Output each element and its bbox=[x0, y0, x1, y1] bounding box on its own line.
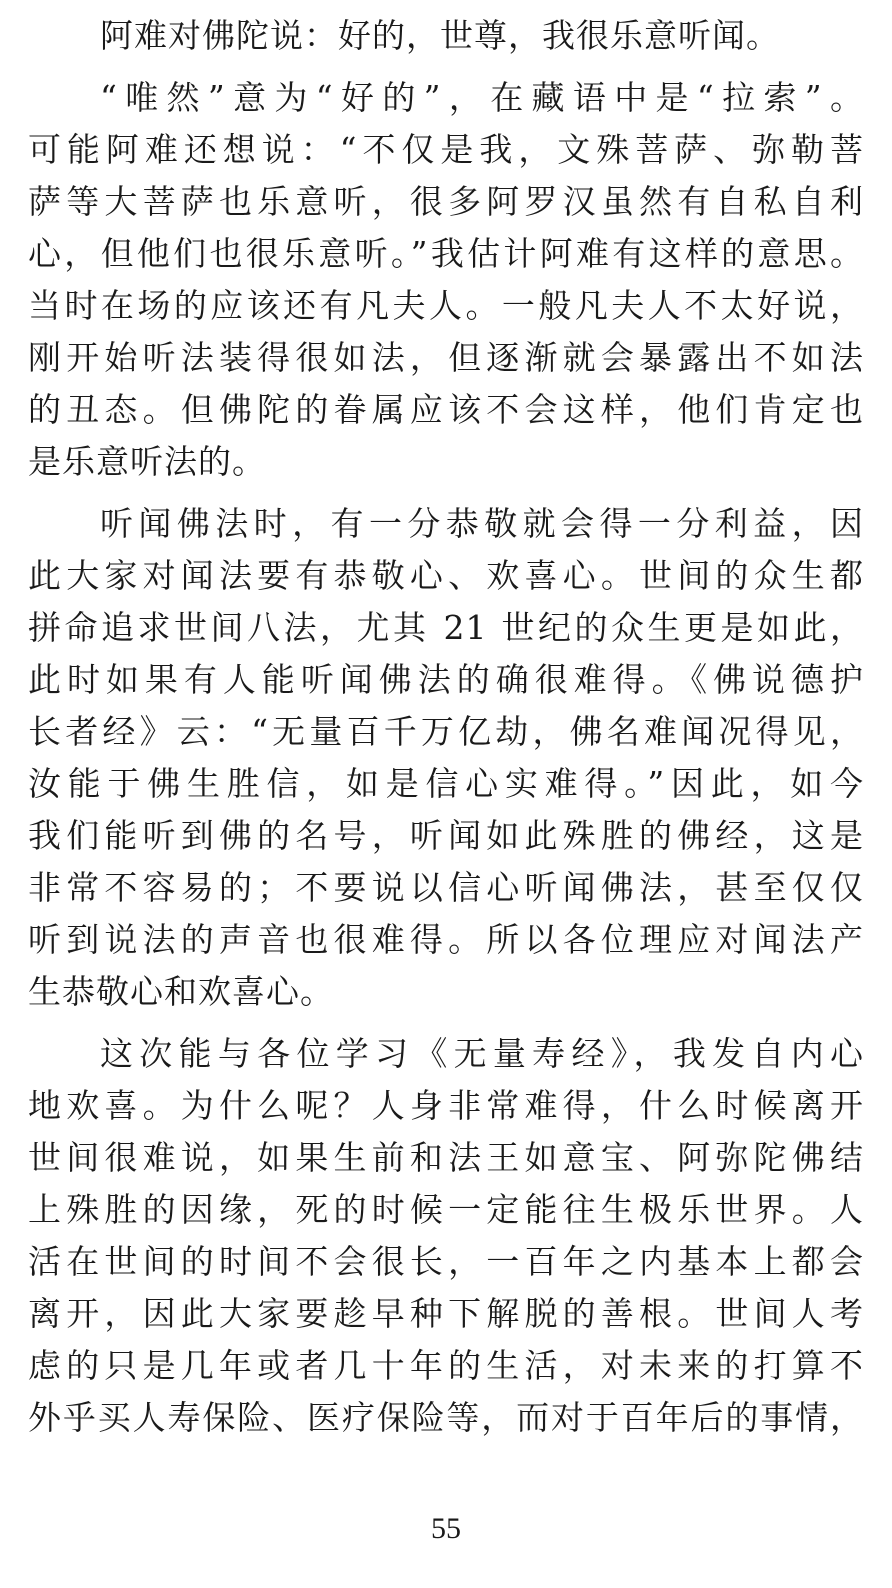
text-line: 心，但他们也很乐意听。”我估计阿难有这样的意思。 bbox=[28, 234, 864, 273]
text-line: 汝能于佛生胜信，如是信心实难得。”因此，如今 bbox=[28, 764, 864, 803]
text-line: 拼命追求世间八法，尤其 21 世纪的众生更是如此， bbox=[28, 608, 864, 647]
text-line: 听到说法的声音也很难得。所以各位理应对闻法产 bbox=[28, 920, 864, 959]
paragraph-4 bbox=[28, 1028, 864, 1444]
text-line: 刚开始听法装得很如法，但逐渐就会暴露出不如法 bbox=[28, 338, 864, 377]
text-line: 这次能与各位学习《无量寿经》，我发自内心 bbox=[100, 1034, 864, 1073]
text-line: 是乐意听法的。 bbox=[28, 442, 266, 481]
paragraph-3 bbox=[28, 498, 864, 1018]
text-line: 活在世间的时间不会很长，一百年之内基本上都会 bbox=[28, 1242, 864, 1281]
body-text bbox=[28, 10, 864, 1454]
text-line: 地欢喜。为什么呢？人身非常难得，什么时候离开 bbox=[28, 1086, 864, 1125]
text-line: 阿难对佛陀说：好的，世尊，我很乐意听闻。 bbox=[100, 16, 780, 55]
text-line: 我们能听到佛的名号，听闻如此殊胜的佛经，这是 bbox=[28, 816, 864, 855]
text-line: 长者经》云：“无量百千万亿劫，佛名难闻况得见， bbox=[28, 712, 864, 751]
text-line: 上殊胜的因缘，死的时候一定能往生极乐世界。人 bbox=[28, 1190, 864, 1229]
text-line: 此大家对闻法要有恭敬心、欢喜心。世间的众生都 bbox=[28, 556, 864, 595]
paragraph-2 bbox=[28, 72, 864, 488]
text-line: 可能阿难还想说：“不仅是我，文殊菩萨、弥勒菩 bbox=[28, 130, 864, 169]
text-line: “唯然”意为“好的”，在藏语中是“拉索”。 bbox=[100, 78, 864, 117]
text-line: 听闻佛法时，有一分恭敬就会得一分利益，因 bbox=[100, 504, 864, 543]
text-line: 世间很难说，如果生前和法王如意宝、阿弥陀佛结 bbox=[28, 1138, 864, 1177]
text-line: 此时如果有人能听闻佛法的确很难得。《佛说德护 bbox=[28, 660, 864, 699]
text-line: 非常不容易的；不要说以信心听闻佛法，甚至仅仅 bbox=[28, 868, 864, 907]
text-line: 生恭敬心和欢喜心。 bbox=[28, 972, 334, 1011]
text-line: 的丑态。但佛陀的眷属应该不会这样，他们肯定也 bbox=[28, 390, 864, 429]
paragraph-1 bbox=[28, 10, 864, 62]
text-line: 离开，因此大家要趁早种下解脱的善根。世间人考 bbox=[28, 1294, 864, 1333]
text-line: 萨等大菩萨也乐意听，很多阿罗汉虽然有自私自利 bbox=[28, 182, 864, 221]
text-line: 虑的只是几年或者几十年的生活，对未来的打算不 bbox=[28, 1346, 864, 1385]
text-line: 当时在场的应该还有凡夫人。一般凡夫人不太好说， bbox=[28, 286, 864, 325]
text-line: 外乎买人寿保险、医疗保险等，而对于百年后的事情， bbox=[28, 1398, 864, 1437]
page-number: 55 bbox=[431, 1512, 461, 1545]
